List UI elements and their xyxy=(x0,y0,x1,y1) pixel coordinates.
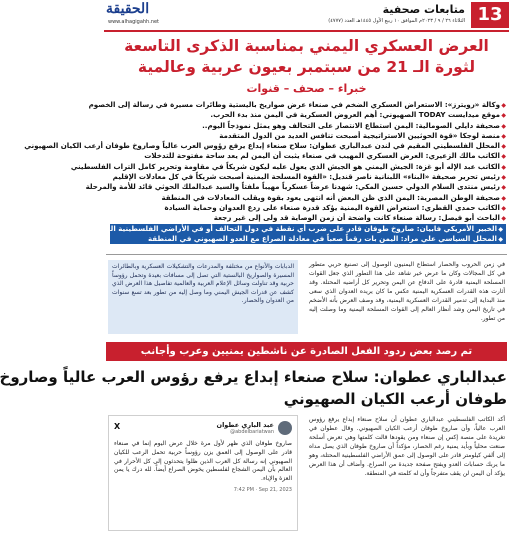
header-divider xyxy=(104,30,509,32)
bullet-icon: ◆ xyxy=(501,163,506,171)
intro-column-left-box: الدبابات والأنواع من مختلفة والمدرعات والتشكيلات العسكرية وبالطائرات المسيرة والصواريخ البالستية التي تصل إلى مسافات بعيدة وتحمل رؤوساً حربية وقد تناولت وسائل الإعلام العربية والعالمية تفاصيل هذا العرض الذي كشف عن قدرات الجيش اليمني وما وصل إليه من تطور بعد تسع سنوات من العدوان والحصار. xyxy=(108,260,298,334)
website-url: www.alhagigahh.net xyxy=(108,19,160,25)
quotes-roundup-list xyxy=(24,100,506,244)
list-item xyxy=(85,182,506,192)
story-headline-line-1: عبدالباري عطوان: سلاح صنعاء إبداع يرفع رؤوس العرب عالياً وصاروخ xyxy=(0,368,507,386)
bullet-icon: ◆ xyxy=(501,215,506,223)
tweet-timestamp: 7:42 PM · Sep 21, 2023 xyxy=(233,486,292,493)
intro-column-right: في زمن الحروب والحصار استطاع اليمنيون الوصول إلى تصنيع حربي متطور في كل المجالات وكان ما عرض خير شاهد على هذا التطور الذي جعل القوات المسلحة اليمنية قادرة على الدفاع عن اليمن وتحرير كل أراضيه المحتلة. وقد أثارت هذه القدرات العسكرية اليمنية عكس ما كان يريده العدوان الذي سعى منذ البداية إلى تدمير القدرات العسكرية اليمنية، وقد وصف العرض بأنه الأضخم في تاريخ اليمن وشد أنظار العالم إلى القوات المسلحة اليمنية وما وصلت إليه من تطور. xyxy=(309,261,505,322)
bullet-icon: ◆ xyxy=(498,225,503,233)
list-item-text: صحيفة الوطن المصرية: اليمن الذي ظن البعض أنه انتهى يعود بقوة ويقلب المعادلات في المنطقة xyxy=(161,192,500,202)
list-item-text: وكالة «رويترز»: الاستعراض العسكري الضخم في صنعاء عرض صواريخ باليستية وطائرات مسيرة في رسالة إلى الخصوم xyxy=(88,100,500,109)
tweet-header xyxy=(114,420,292,438)
tweet-author-name: عبد الباري عطوان xyxy=(216,421,274,429)
list-item-text: الكاتب مالك الزعيري: العرض العسكري المهيب في صنعاء يثبت أن اليمن لم يعد ساحة مفتوحة للتدخلات xyxy=(144,151,500,161)
list-item xyxy=(24,141,506,151)
subheadline: خبراء – صحف – قنوات xyxy=(246,82,367,95)
list-item-text: الكاتب عبد الإله أبو غزة: الجيش اليمني هو الجيش الذي يعول عليه ليكون شريكاً في مقاومة وتحرير كامل التراب الفلسطيني xyxy=(70,161,500,171)
list-item xyxy=(110,131,506,141)
list-item-text: المحلل السياسي علي مراد: اليمن بات رقماً صعباً في معادلة الصراع مع العدو الصهيوني في المنطقة xyxy=(148,233,497,243)
bullet-icon: ◆ xyxy=(501,102,506,109)
bullet-icon: ◆ xyxy=(501,204,506,212)
bullet-icon: ◆ xyxy=(498,235,503,243)
list-item-text: المحلل الفلسطيني المقيم في لندن عبدالباري عطوان: سلاح صنعاء إبداع يرفع رؤوس العرب عالياً وصاروخ طوفان أرعب الكيان الصهيوني xyxy=(24,141,500,151)
list-item-text: صحيفة دايلي الصومالية: اليمن استطاع الانتصار على التحالف وهو يمثل نموذجاً اليوم.. xyxy=(202,120,500,130)
issue-dateline: الثلاثاء ٢٦ / ٩ / ٢٠٢٣م الموافق ١٠ ربيع الأول ١٤٤٥هـ العدد (٤٧٧٧) xyxy=(328,18,465,24)
bullet-icon: ◆ xyxy=(501,132,506,140)
list-item-text: رئيس منتدى السلام الدولي حسين المكي: شهدنا عرضاً عسكرياً مهيباً ملفتاً والسيد عبدالملك الحوثي قائد للأمة والمرحلة xyxy=(85,182,500,192)
list-item xyxy=(110,172,506,182)
newspaper-logo xyxy=(106,1,149,17)
list-item xyxy=(110,121,506,131)
headline-line-2: لثورة الـ 21 من سبتمبر بعيون عربية وعالمية xyxy=(137,58,476,76)
main-headline xyxy=(106,36,507,78)
avatar xyxy=(278,421,292,435)
list-item xyxy=(110,203,506,213)
page-number: 13 xyxy=(471,2,509,28)
list-item-highlighted xyxy=(90,223,506,234)
bullet-icon: ◆ xyxy=(501,143,506,151)
list-item-text: منصة لوجكا «قوة الحوثيين الاستراتيجية أصبحت تنافس العديد من الدول المتقدمة xyxy=(219,130,500,140)
bullet-icon: ◆ xyxy=(501,153,506,161)
bullet-icon: ◆ xyxy=(501,122,506,130)
bullet-icon: ◆ xyxy=(501,112,506,120)
section-title: متابعات صحفية xyxy=(382,3,465,16)
story-body: أكد الكاتب الفلسطيني عبدالباري عطوان أن سلاح صنعاء إبداع يرفع رؤوس العرب عالياً، وأن صاروخ طوفان أرعب الكيان الصهيوني. وقال عطوان في تغريدة على منصة إكس إن صنعاء ومن يقودها قالت كلمتها وهي تعرض أسلحة صنعت محلياً وبأيد يمنية رغم الحصار، مؤكداً أن صاروخ طوفان الذي يصل مداه إلى ألفي كيلومتر قادر على الوصول إلى عمق الأراضي الفلسطينية المحتلة، وهو ما يربك حسابات العدو ويفتح صفحة جديدة من الصراع. وأضاف أن هذا العرض يؤكد أن اليمن لن يقف متفرجاً وأن له كلمته في المنطقة. xyxy=(309,416,505,477)
headline-line-1: العرض العسكري اليمني بمناسبة الذكرى التاسعة xyxy=(124,37,489,55)
list-item-text: موقع ميدايست TODAY الصهيوني: أهم العروض العسكرية في اليمن منذ بدء الحرب. xyxy=(210,110,500,120)
logo-text: الحقيقة xyxy=(106,1,150,17)
reactions-banner: تم رصد بعض ردود الفعل الصادرة عن ناشطين يمنيين وعرب وأجانب xyxy=(106,342,507,361)
list-item-text: الكاتب حمدي القطري: استعراض القوة اليمنية يؤكد قدرة صنعاء على ردع العدوان وحماية السيادة xyxy=(164,202,500,212)
bullet-icon: ◆ xyxy=(501,174,506,182)
list-item-text: رئيس تحرير صحيفة «البناء» اللبنانية ناصر قنديل: «القوة المسلحة اليمنية أصبحت شريكاً في كل معادلات الإقليم xyxy=(112,172,500,182)
tweet-author-handle: @abdelbariatwan xyxy=(230,429,274,435)
bullet-icon: ◆ xyxy=(501,194,506,202)
list-item xyxy=(110,213,506,223)
list-item xyxy=(88,100,506,110)
story-headline xyxy=(0,366,507,410)
section-divider xyxy=(106,254,507,255)
page-header xyxy=(100,0,513,30)
list-item-text: الخبير الأمريكي فابيان: صاروخ طوفان قادر على ضرب أي نقطة في دول التحالف أو في الأراضي الفلسطينية المحتلة xyxy=(90,223,497,233)
list-item xyxy=(70,161,506,172)
story-headline-line-2: طوفان أرعب الكيان الصهيوني xyxy=(283,390,507,408)
embedded-tweet xyxy=(108,415,298,531)
list-item-highlighted xyxy=(110,234,506,244)
list-item xyxy=(110,110,506,120)
list-item xyxy=(110,151,506,161)
x-logo-icon: X xyxy=(114,422,121,431)
tweet-text: صاروخ طوفان الذي ظهر لأول مرة خلال عرض اليوم إنما في صنعاء قادر على الوصول إلى العمق يزن رؤوساً حربية تحمل الرعب للكيان الصهيوني إنه رسالة كل العرب الذين ظلوا يتحدثون إلى كل الأحرار في العالم بأن اليمن الشجاع لفلسطين يخوض الصراع أيضاً. لله درك يا يمن العزة والإباء. xyxy=(114,440,292,483)
list-item-text: الباحث أبو فيصل: رسالة صنعاء كانت واضحة أن زمن الوصاية قد ولى إلى غير رجعة xyxy=(213,213,500,223)
list-item xyxy=(110,193,506,203)
bullet-icon: ◆ xyxy=(501,184,506,192)
